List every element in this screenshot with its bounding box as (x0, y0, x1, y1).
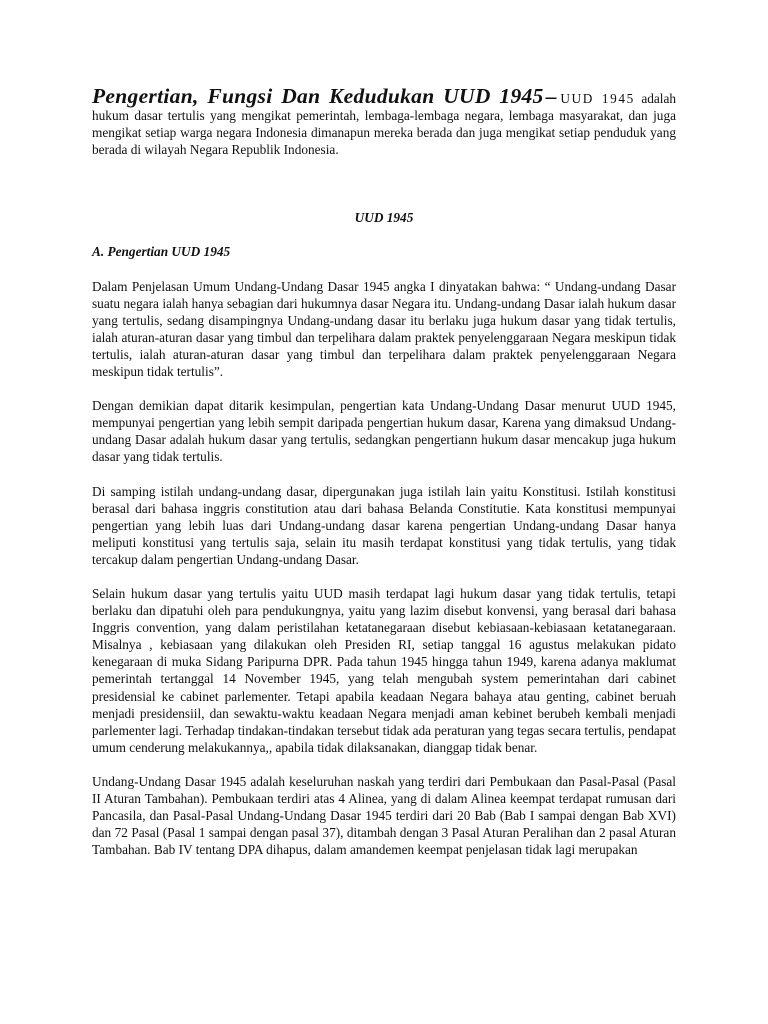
paragraph-2: Dengan demikian dapat ditarik kesimpulan, pengertian kata Undang-Undang Dasar menurut UUD 1945, mempunyai pengertian yang lebih sempit daripada pengertian hukum dasar, Karena yang dimaksud Undang-undang Dasar adalah hukum dasar yang tertulis, sedangkan pengertiann hukum dasar mencakup juga hukum dasar yang tidak tertulis. (92, 398, 676, 465)
intro-paragraph (92, 84, 677, 158)
center-heading: UUD 1945 (354, 210, 414, 226)
intro-text: adalah hukum dasar tertulis yang mengikat pemerintah, lembaga-lembaga negara, lembaga masyarakat, dan juga mengikat setiap warga negara Indonesia dimanapun mereka berada dan juga mengikat setiap penduduk yang berada di wilayah Negara Republik Indonesia. (92, 91, 677, 158)
paragraph-4: Selain hukum dasar yang tertulis yaitu UUD masih terdapat lagi hukum dasar yang tidak tertulis, tetapi berlaku dan dipatuhi oleh para pendukungnya, yaitu yang lazim disebut konvensi, yang berasal dari bahasa Inggris convention, yang dalam peristilahan ketatanegaraan disebut kebiasaan-kebiasaan ketatanegaraan. Misalnya , kebiasaan yang dilakukan oleh Presiden RI, setiap tanggal 16 agustus melakukan pidato kenegaraan di muka Sidang Paripurna DPR. Pada tahun 1945 hingga tahun 1949, karena adanya maklumat pemerintah tertanggal 14 November 1945, yang telah mengubah system pemerintahan dari cabinet presidensial ke cabinet parlementer. Tetapi apabila keadaan Negara bahaya atau genting, cabinet beruah menjadi presidensiil, dan sewaktu-waktu keadaan Negara menjadi aman kebinet berubeh kembali menjadi parlementer lagi. Terhadap tindakan-tindakan tersebut tidak ada peraturan yang tegas secara tertulis, pendapat umum cenderung melakukannya,, apabila tidak dilaksanakan, dianggap tidak benar. (92, 585, 676, 755)
section-heading: A. Pengertian UUD 1945 (92, 244, 231, 260)
paragraph-3: Di samping istilah undang-undang dasar, dipergunakan juga istilah lain yaitu Konstitusi. Istilah konstitusi berasal dari bahasa inggris constitution atau dari bahasa Belanda Constitutie. Kata konstitusi mempunyai pengertian yang lebih luas dari Undang-undang dasar karena pengertian Undang-undang Dasar hanya meliputi konstitusi yang tertulis saja, selain itu masih terdapat konstitusi yang tidak tertulis, yang tidak tercakup dalam pengertian Undang-undang Dasar. (92, 483, 676, 567)
document-page (92, 84, 677, 858)
intro-lead: UUD 1945 (560, 91, 635, 106)
paragraph-1: Dalam Penjelasan Umum Undang-Undang Dasar 1945 angka I dinyatakan bahwa: “ Undang-undang Dasar suatu negara ialah hanya sebagian dari hukumnya dasar Negara itu. Undang-undang Dasar ialah hukum dasar yang tertulis, sedang disampingnya Undang-undang dasar itu berlaku juga hukum dasar yang tidak tertulis, ialah aturan-aturan dasar yang timbul dan terpelihara dalam praktek penyelenggaraan Negara meskipun tidak tertulis, ialah aturan-aturan dasar yang timbul dan terpelihara dalam praktek penyelenggaraan Negara meskipun tidak tertulis”. (92, 278, 676, 380)
title-dash: – (545, 84, 557, 108)
document-title: Pengertian, Fungsi Dan Kedudukan UUD 1945 (92, 84, 544, 108)
paragraph-5: Undang-Undang Dasar 1945 adalah keseluruhan naskah yang terdiri dari Pembukaan dan Pasal-Pasal (Pasal II Aturan Tambahan). Pembukaan terdiri atas 4 Alinea, yang di dalam Alinea keempat terdapat rumusan dari Pancasila, dan Pasal-Pasal Undang-Undang Dasar 1945 terdiri dari 20 Bab (Bab I sampai dengan Bab XVI) dan 72 Pasal (Pasal 1 sampai dengan pasal 37), ditambah dengan 3 Pasal Aturan Peralihan dan 2 pasal Aturan Tambahan. Bab IV tentang DPA dihapus, dalam amandemen keempat penjelasan tidak lagi merupakan (92, 773, 676, 858)
